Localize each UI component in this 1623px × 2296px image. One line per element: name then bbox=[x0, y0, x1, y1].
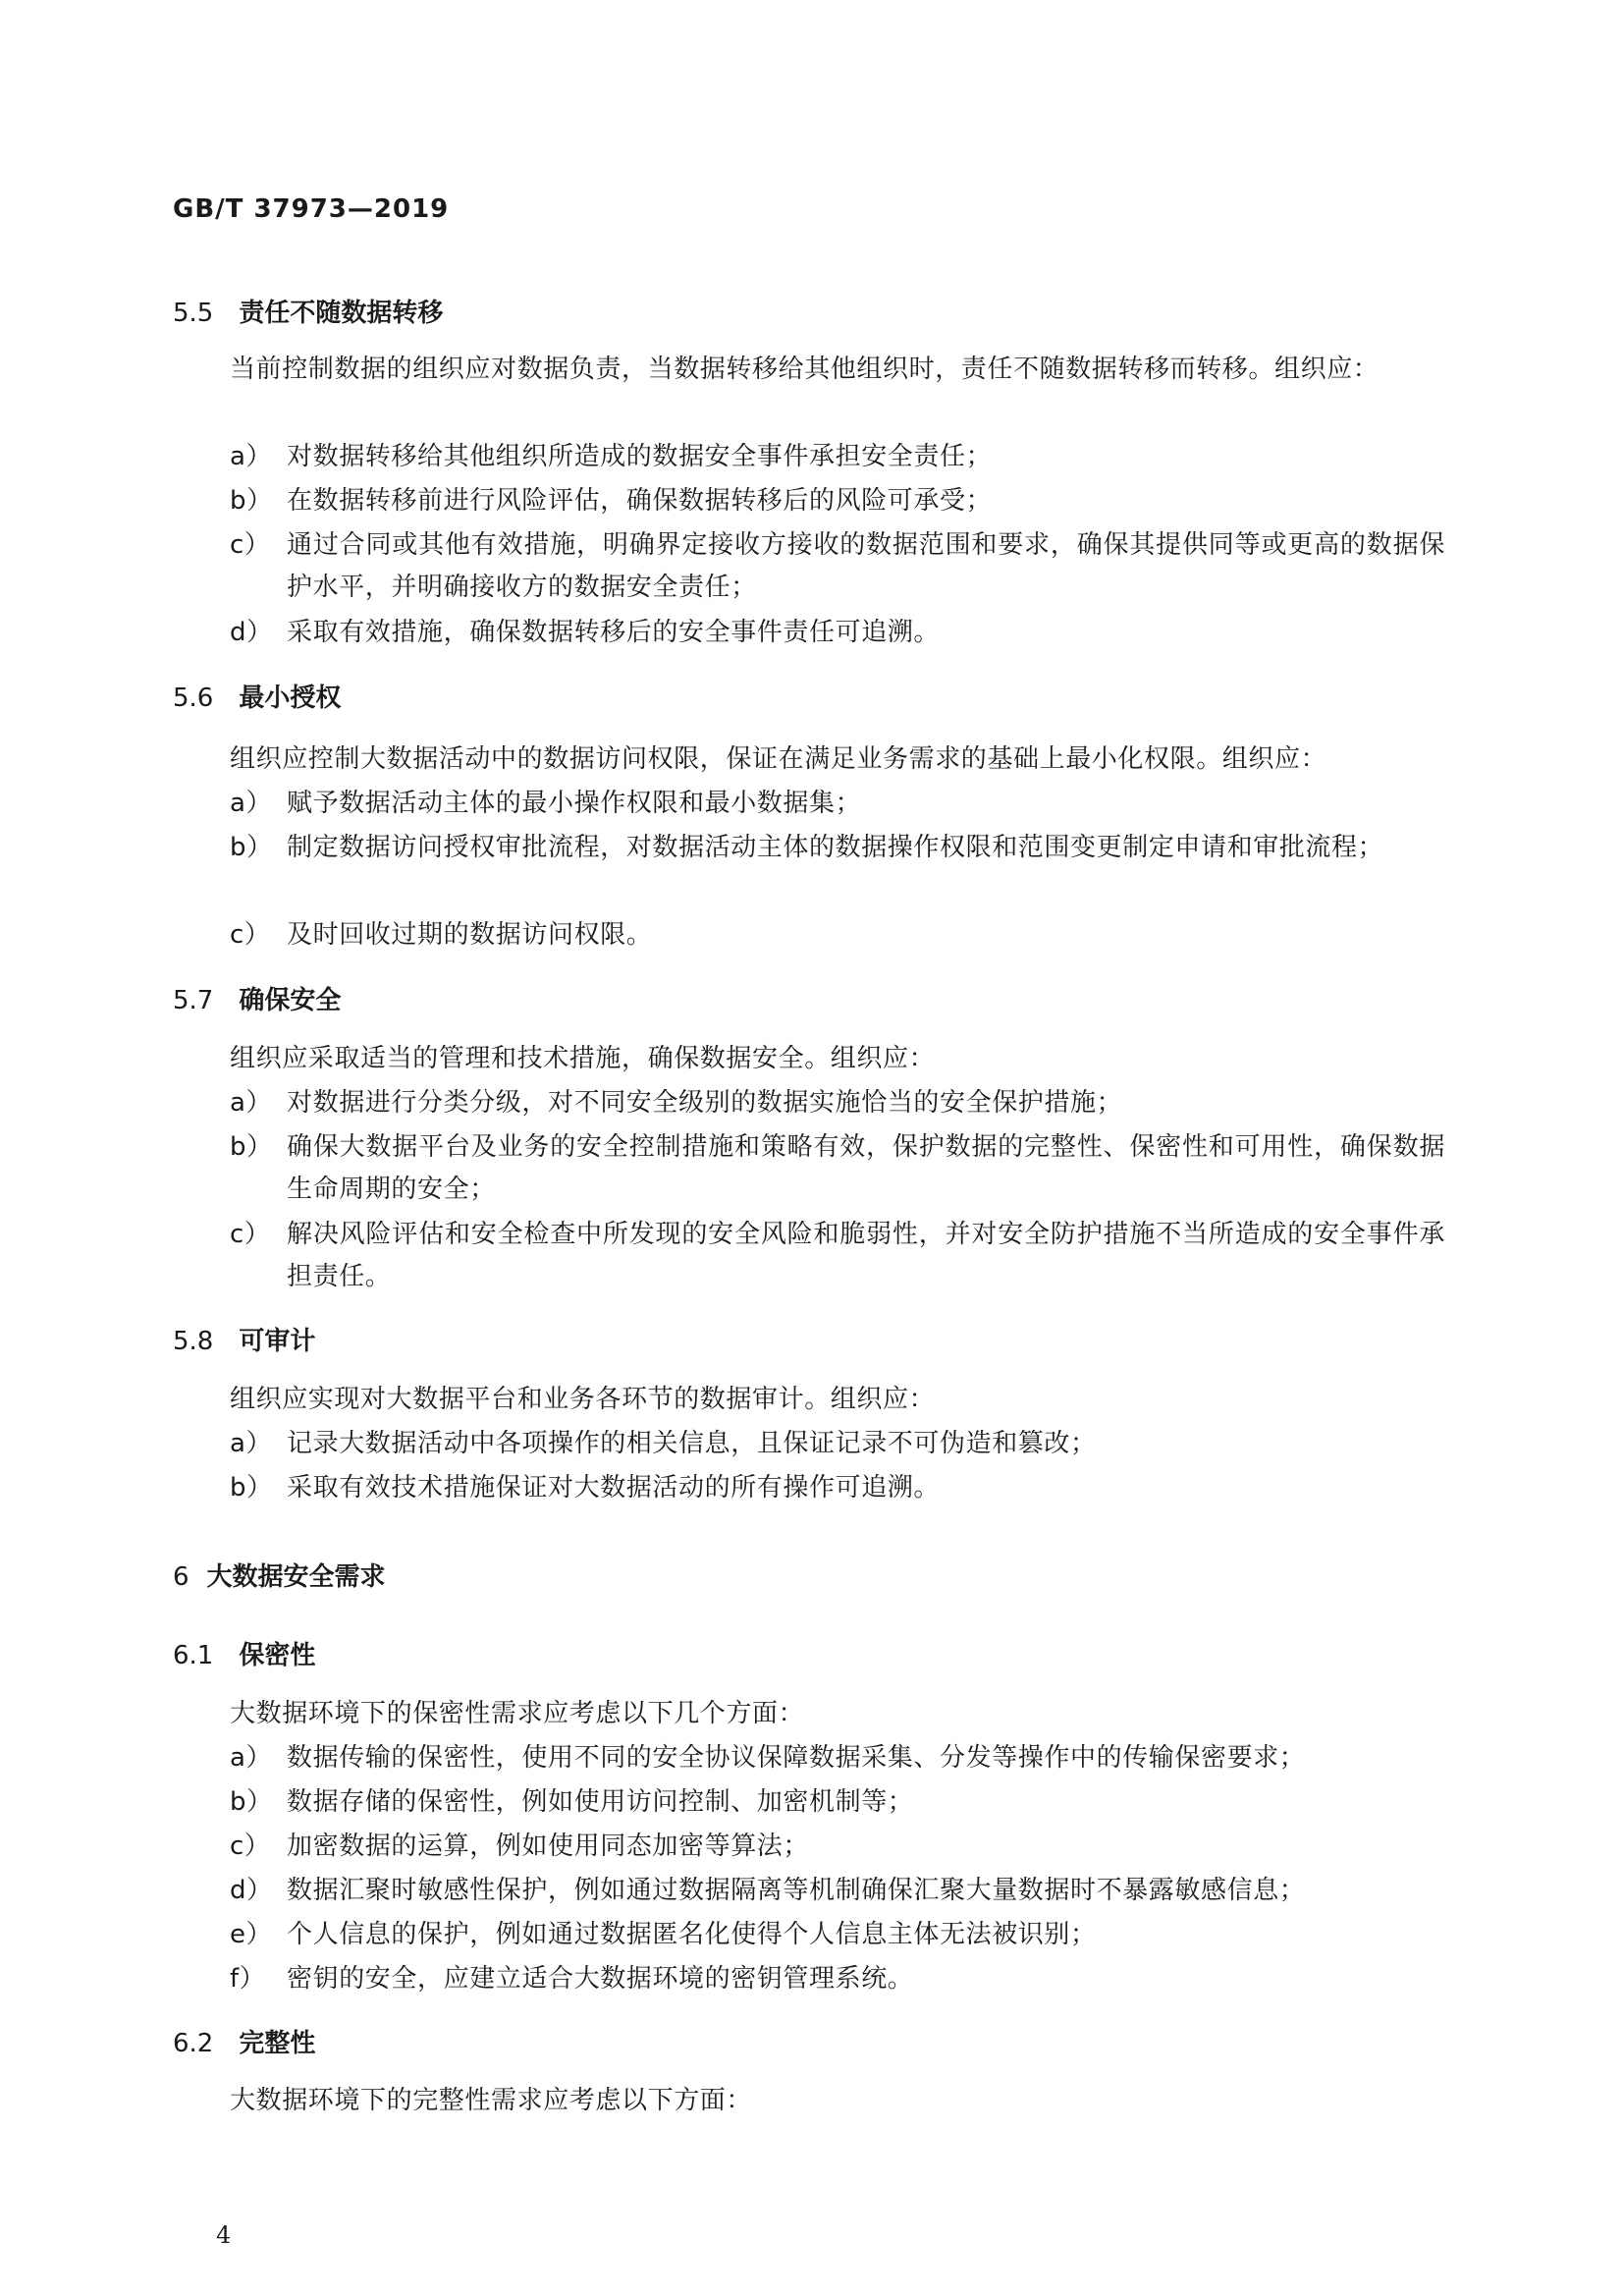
list-item-text: 赋予数据活动主体的最小操作权限和最小数据集； bbox=[287, 789, 862, 818]
section-title: 完整性 bbox=[239, 2029, 316, 2058]
list-item bbox=[173, 524, 1445, 609]
list-item bbox=[173, 1423, 1445, 1465]
list-item bbox=[173, 1914, 1445, 1956]
section-title: 可审计 bbox=[239, 1327, 316, 1356]
list-item bbox=[173, 480, 1445, 522]
list-item bbox=[173, 1737, 1445, 1779]
section-intro-5-5: 当前控制数据的组织应对数据负责，当数据转移给其他组织时，责任不随数据转移而转移。组织应： bbox=[230, 355, 1380, 384]
list-marker: c） bbox=[230, 920, 271, 950]
list-item bbox=[173, 1958, 1445, 2000]
section-title: 保密性 bbox=[239, 1641, 316, 1670]
list-item-text: 在数据转移前进行风险评估，确保数据转移后的风险可承受； bbox=[287, 486, 993, 516]
list-item bbox=[173, 1826, 1445, 1868]
list-marker: a） bbox=[230, 1429, 273, 1458]
list-marker: b） bbox=[230, 486, 273, 516]
list-item bbox=[173, 1781, 1445, 1824]
standard-number: GB/T 37973—2019 bbox=[173, 194, 450, 224]
section-heading-6-1 bbox=[173, 1635, 315, 1671]
list-item bbox=[173, 1467, 1445, 1509]
section-title: 确保安全 bbox=[239, 986, 342, 1015]
list-item-text: 加密数据的运算，例如使用同态加密等算法； bbox=[287, 1831, 810, 1861]
list-marker: a） bbox=[230, 1743, 273, 1773]
list-item-text: 记录大数据活动中各项操作的相关信息，且保证记录不可伪造和篡改； bbox=[287, 1429, 1097, 1458]
chapter-title: 大数据安全需求 bbox=[206, 1562, 386, 1592]
list-marker: b） bbox=[230, 1132, 273, 1162]
section-title: 责任不随数据转移 bbox=[239, 299, 444, 328]
list-item bbox=[173, 612, 1445, 654]
page-number: 4 bbox=[216, 2221, 232, 2249]
list-item-text: 采取有效技术措施保证对大数据活动的所有操作可追溯。 bbox=[287, 1473, 941, 1503]
list-item bbox=[173, 1214, 1445, 1298]
list-marker: a） bbox=[230, 1088, 273, 1118]
section-heading-5-7 bbox=[173, 980, 341, 1016]
list-item-text: 解决风险评估和安全检查中所发现的安全风险和脆弱性，并对安全防护措施不当所造成的安全事件承担责任。 bbox=[287, 1220, 1445, 1291]
list-marker: e） bbox=[230, 1920, 273, 1949]
list-item bbox=[173, 1870, 1445, 1912]
list-item bbox=[173, 436, 1445, 478]
section-heading-5-5 bbox=[173, 293, 443, 329]
list-item bbox=[173, 914, 1445, 957]
list-marker: c） bbox=[230, 1220, 271, 1249]
list-marker: d） bbox=[230, 1876, 273, 1905]
section-number: 5.5 bbox=[173, 299, 214, 328]
list-marker: c） bbox=[230, 530, 271, 560]
list-marker: c） bbox=[230, 1831, 271, 1861]
section-intro-5-6: 组织应控制大数据活动中的数据访问权限，保证在满足业务需求的基础上最小化权限。组织应： bbox=[230, 744, 1327, 774]
section-intro-6-2: 大数据环境下的完整性需求应考虑以下方面： bbox=[230, 2086, 753, 2115]
list-item-text: 密钥的安全，应建立适合大数据环境的密钥管理系统。 bbox=[287, 1964, 914, 1994]
list-item-text: 确保大数据平台及业务的安全控制措施和策略有效，保护数据的完整性、保密性和可用性，确保数据生命周期的安全； bbox=[287, 1132, 1445, 1204]
list-marker: f） bbox=[230, 1964, 266, 1994]
list-item-text: 对数据进行分类分级，对不同安全级别的数据实施恰当的安全保护措施； bbox=[287, 1088, 1123, 1118]
list-item bbox=[173, 827, 1445, 869]
section-intro-5-8: 组织应实现对大数据平台和业务各环节的数据审计。组织应： bbox=[230, 1385, 936, 1414]
section-title: 最小授权 bbox=[239, 683, 342, 713]
list-item-text: 通过合同或其他有效措施，明确界定接收方接收的数据范围和要求，确保其提供同等或更高的数据保护水平，并明确接收方的数据安全责任； bbox=[287, 530, 1445, 602]
chapter-number: 6 bbox=[173, 1562, 189, 1592]
list-item bbox=[173, 783, 1445, 825]
list-marker: b） bbox=[230, 833, 273, 862]
list-item-text: 数据传输的保密性，使用不同的安全协议保障数据采集、分发等操作中的传输保密要求； bbox=[287, 1743, 1306, 1773]
list-marker: a） bbox=[230, 789, 273, 818]
list-item bbox=[173, 1082, 1445, 1124]
list-item-text: 对数据转移给其他组织所造成的数据安全事件承担安全责任； bbox=[287, 442, 993, 471]
section-number: 5.6 bbox=[173, 683, 214, 713]
section-number: 6.1 bbox=[173, 1641, 214, 1670]
list-item-text: 个人信息的保护，例如通过数据匿名化使得个人信息主体无法被识别； bbox=[287, 1920, 1097, 1949]
list-marker: b） bbox=[230, 1787, 273, 1817]
chapter-heading-6 bbox=[173, 1557, 386, 1593]
section-number: 6.2 bbox=[173, 2029, 214, 2058]
list-item-text: 及时回收过期的数据访问权限。 bbox=[287, 920, 653, 950]
list-item bbox=[173, 1126, 1445, 1211]
list-marker: d） bbox=[230, 618, 273, 647]
list-item-text: 数据汇聚时敏感性保护，例如通过数据隔离等机制确保汇聚大量数据时不暴露敏感信息； bbox=[287, 1876, 1306, 1905]
section-intro-6-1: 大数据环境下的保密性需求应考虑以下几个方面： bbox=[230, 1699, 805, 1728]
list-marker: b） bbox=[230, 1473, 273, 1503]
section-heading-5-8 bbox=[173, 1321, 315, 1357]
section-heading-6-2 bbox=[173, 2023, 315, 2059]
section-number: 5.7 bbox=[173, 986, 214, 1015]
list-item-text: 采取有效措施，确保数据转移后的安全事件责任可追溯。 bbox=[287, 618, 941, 647]
list-item-text: 制定数据访问授权审批流程，对数据活动主体的数据操作权限和范围变更制定申请和审批流程； bbox=[287, 833, 1384, 862]
section-heading-5-6 bbox=[173, 678, 341, 714]
list-item-text: 数据存储的保密性，例如使用访问控制、加密机制等； bbox=[287, 1787, 914, 1817]
list-marker: a） bbox=[230, 442, 273, 471]
section-number: 5.8 bbox=[173, 1327, 214, 1356]
section-intro-5-7: 组织应采取适当的管理和技术措施，确保数据安全。组织应： bbox=[230, 1044, 936, 1073]
